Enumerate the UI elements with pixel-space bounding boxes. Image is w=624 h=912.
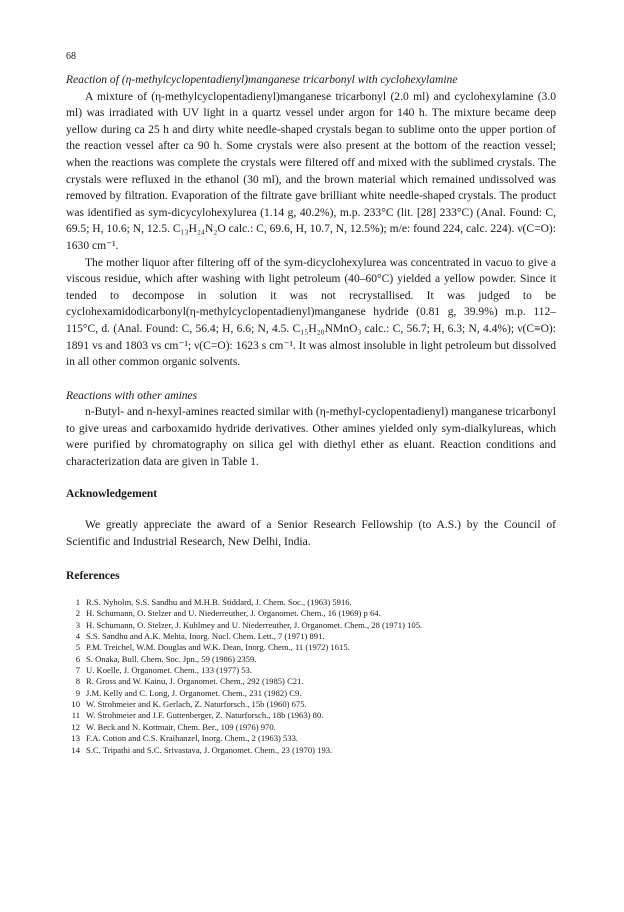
reference-item: 13 F.A. Cotton and C.S. Kraihanzel, Inorg. Chem., 2 (1963) 533.	[71, 733, 299, 744]
reference-item: 4 S.S. Sandhu and A.K. Mehta, Inorg. Nucl. Chem. Lett., 7 (1971) 891.	[75, 631, 325, 642]
reference-item: 3 H. Schumann, O. Stelzer, J. Kuhlmey and U. Niederreuther, J. Organomet. Chem., 28 (1971) 105.	[75, 619, 423, 630]
reference-item: 11 W. Strohmeier and J.F. Guttenberger, Z. Naturforsch., 18b (1963) 80.	[71, 710, 324, 721]
reference-item: 6 S. Onaka, Bull. Chem. Soc. Jpn., 59 (1986) 2359.	[75, 653, 257, 664]
acknowledgement-text: We greatly appreciate the award of a Senior Research Fellowship (to A.S.) by the Council of Scientific and Industrial Research, New Delhi, India.	[66, 519, 556, 548]
reference-item: 5 P.M. Treichel, W.M. Douglas and W.K. Dean, Inorg. Chem., 11 (1972) 1615.	[75, 642, 350, 653]
reference-item: 2 H. Schumann, O. Stelzer and U. Niederreuther, J. Organomet. Chem., 16 (1969) p 64.	[75, 608, 381, 619]
reference-item: 1 R.S. Nyholm, S.S. Sandhu and M.H.B. Stiddard, J. Chem. Soc., (1963) 5916.	[75, 597, 352, 608]
reference-item: 14 S.C. Tripathi and S.C. Srivastava, J. Organomet. Chem., 23 (1970) 193.	[71, 744, 333, 755]
reference-item: 12 W. Beck and N. Kottmair, Chem. Ber., 109 (1976) 970.	[71, 721, 276, 732]
reference-item: 9 J.M. Kelly and C. Long, J. Organomet. Chem., 231 (1982) C9.	[75, 687, 302, 698]
reference-item: 10 W. Strohmeier and K. Gerlach, Z. Naturforsch., 15b (1960) 675.	[71, 699, 307, 710]
paragraph-mixture: A mixture of (η-methylcyclopentadienyl)manganese tricarbonyl (2.0 ml) and cyclohexylamine (3.0 ml) was irradiated with UV light in a quartz vessel under argon for 140 h. The mixture became deep yellow during ca 25 h and dirty white needle-shaped crystals began to sublime onto the upper portion of the reaction vessel after ca 90 h. Some crystals were also present at the bottom of the reaction vessel; when the reactions was complete the crystals were filtered off and mixed with the sublimed crystals. The crystals were refluxed in the ethanol (30 ml), and the brown material which remained undissolved was removed by filtration. Evaporation of the filtrate gave brilliant white needle-shaped crystals. The product was identified as sym-dicycylohexylurea (1.14 g, 40.2%), m.p. 233°C (lit. [28] 233°C) (Anal. Found: C, 69.5; H, 10.6; N, 12.5. C₁₃H₂₄N₂O calc.: C, 69.6, H, 10.7, N, 12.5%); m/e: found 224, calc. 224). ν(C=O): 1630 cm⁻¹.	[66, 90, 556, 252]
reference-item: 7 U. Koelle, J. Organomet. Chem., 133 (1977) 53.	[75, 665, 252, 676]
paragraph-mother-liquor: The mother liquor after filtering off of the sym-dicyclohexylurea was concentrated in vacuo to give a viscous residue, which after washing with light petroleum (40–60°C) yielded a yellow powder. Since it tended to decompose in solution it was not recrystallised. It was judged to be cyclohexamidodicarbonyl(η-methylcyclopentadienyl)manganese hydride (0.81 g, 39.9%) m.p. 112–115°C, d. (Anal. Found: C, 56.4; H, 6.6; N, 4.5. C₁₅H₂₀NMnO₃ calc.: C, 56.7; H, 6.3; N, 4.4%); ν(C≡O): 1891 vs and 1803 vs cm⁻¹; ν(C=O): 1623 s cm⁻¹. It was almost insoluble in light petroleum but dissolved in all other common organic solvents.	[66, 256, 556, 369]
body-text	[66, 72, 556, 756]
reference-item: 8 R. Gross and W. Kainu, J. Organomet. Chem., 292 (1985) C21.	[75, 676, 304, 687]
acknowledgement-heading: Acknowledgement	[66, 487, 158, 500]
references-heading: References	[66, 570, 120, 583]
reference-list	[66, 597, 556, 756]
section-heading-other-amines: Reactions with other amines	[66, 389, 198, 402]
page-number: 68	[66, 51, 76, 62]
paragraph-other-amines: n-Butyl- and n-hexyl-amines reacted similar with (η-methyl-cyclopentadienyl) manganese tricarbonyl to give ureas and carboxamido hydride derivatives. Other amines yielded only sym-dialkylureas, which were purified by chromatography on silica gel with diethyl ether as eluant. Reaction conditions and characterization data are given in Table 1.	[66, 406, 556, 469]
section-heading-cyclohexylamine: Reaction of (η-methylcyclopentadienyl)manganese tricarbonyl with cyclohexylamine	[66, 74, 458, 86]
